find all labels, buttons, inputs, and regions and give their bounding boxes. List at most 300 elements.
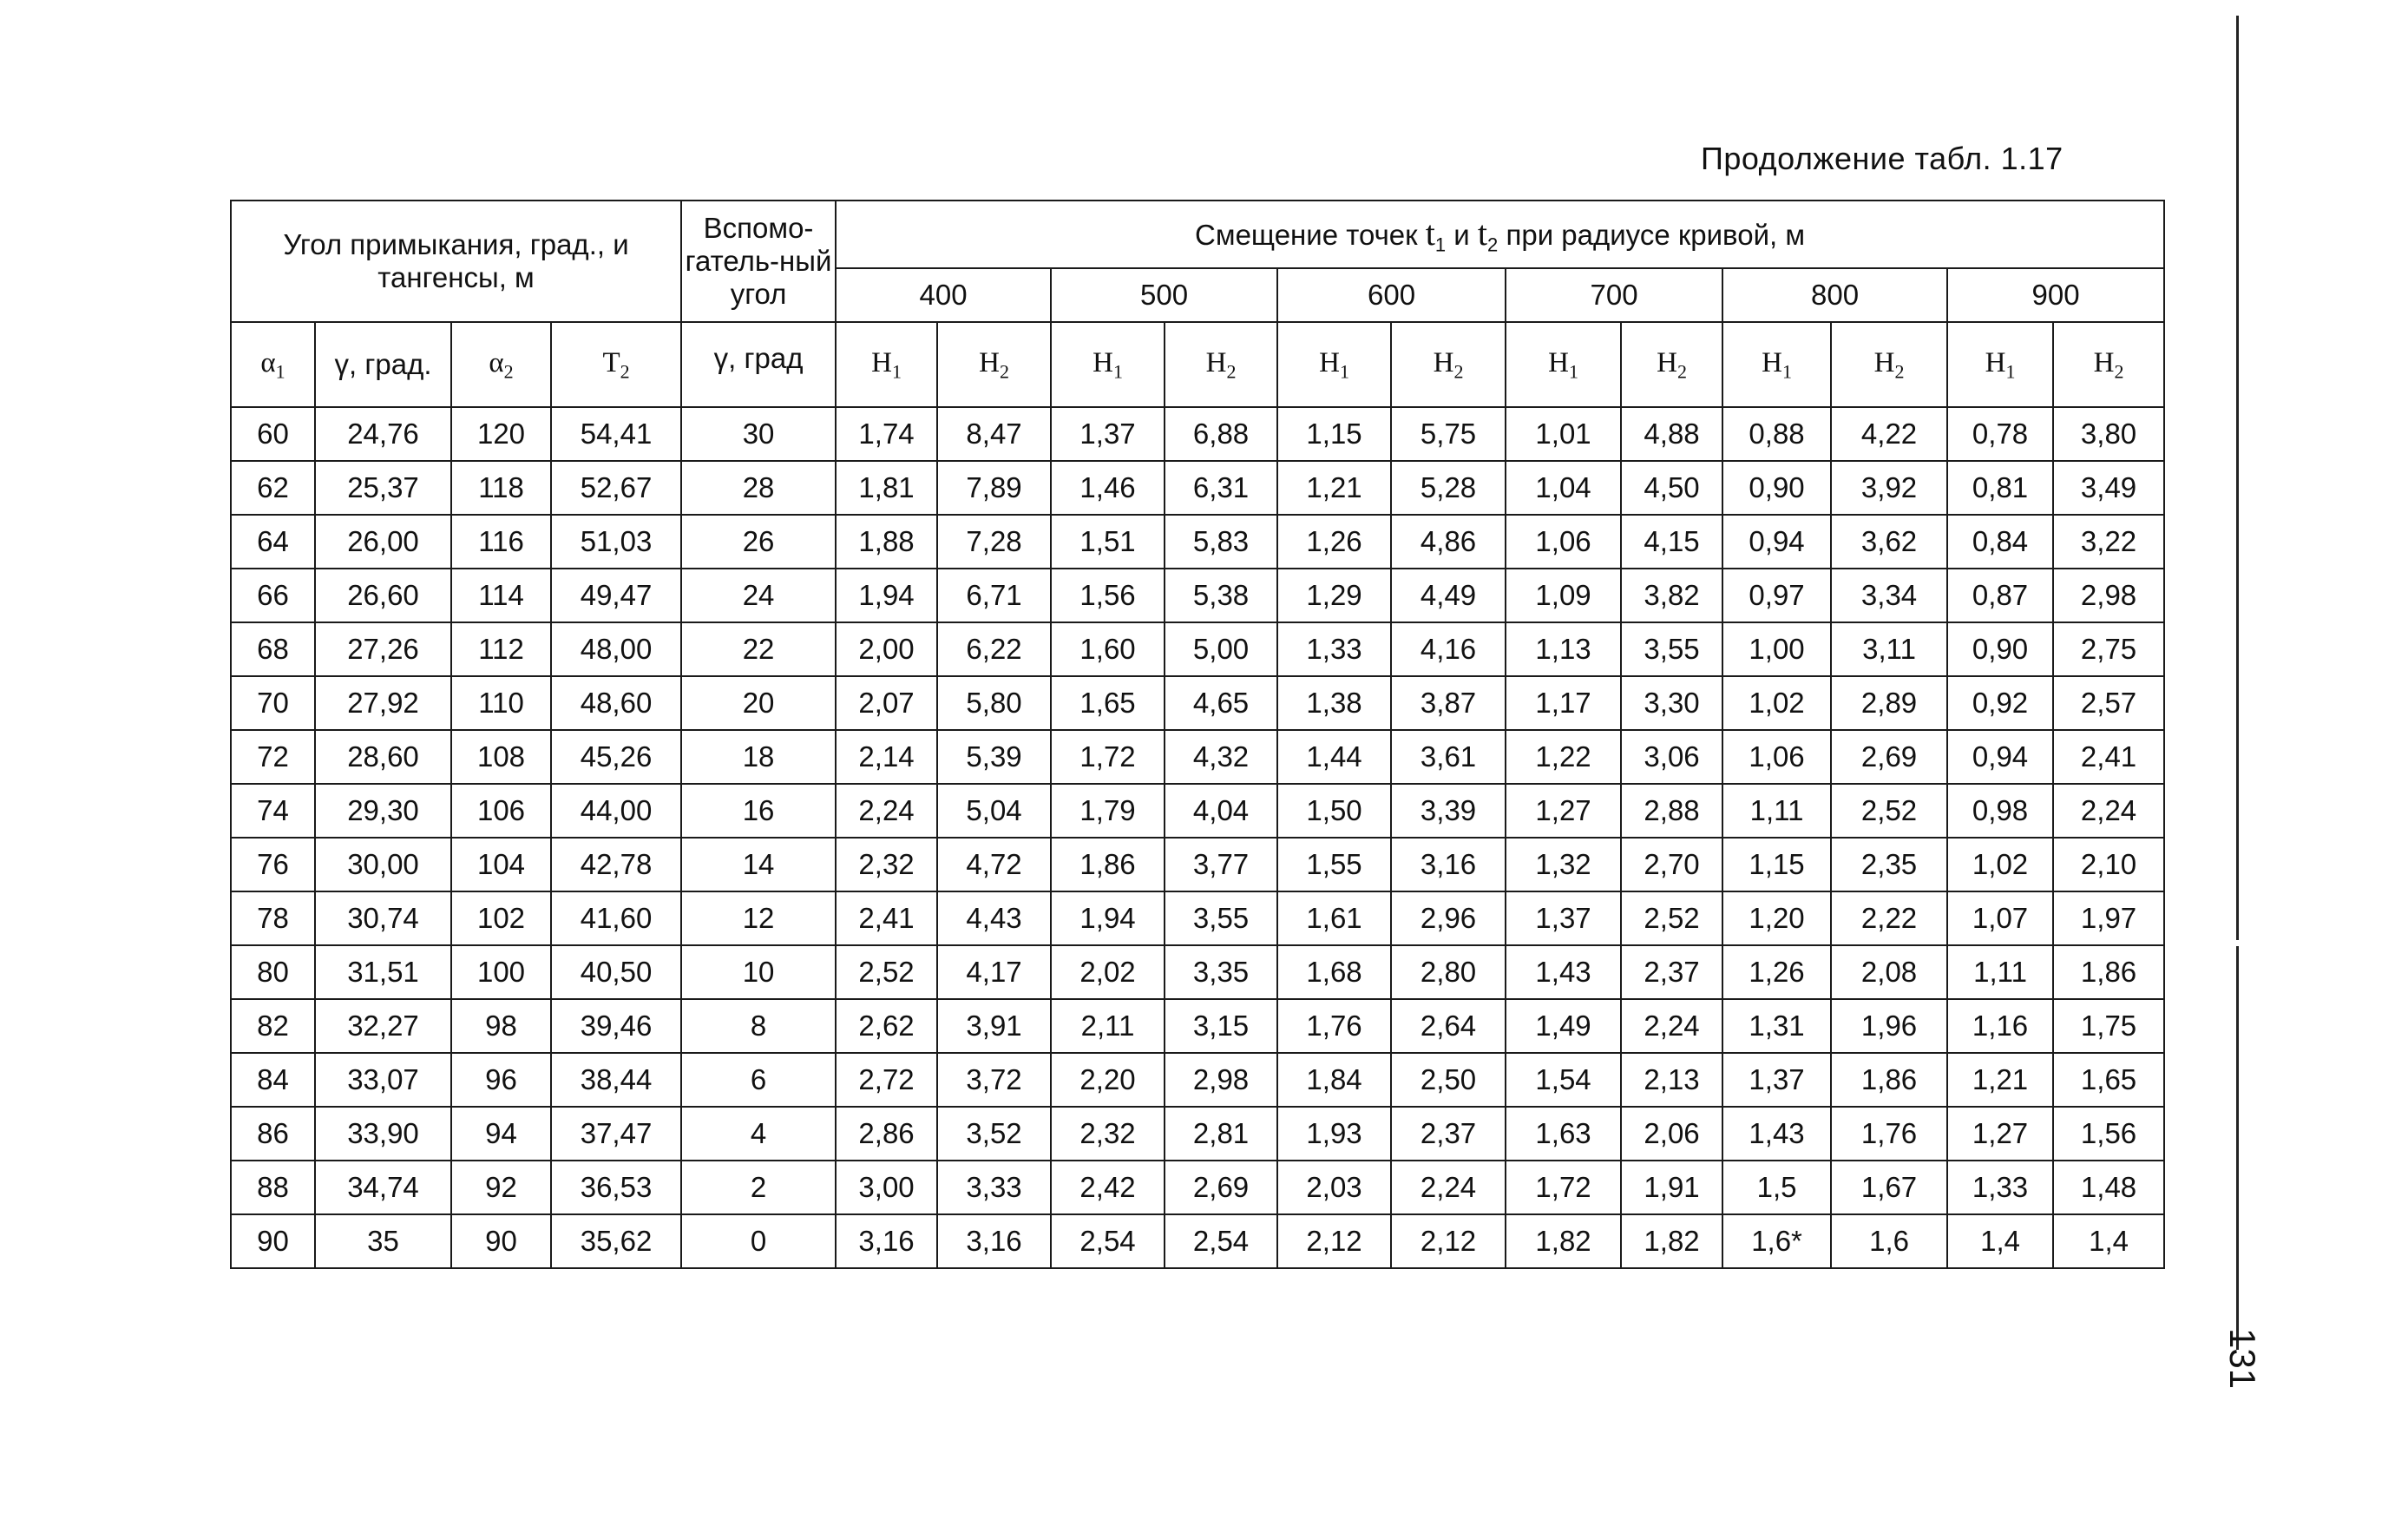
table-cell: 1,54 bbox=[1506, 1053, 1621, 1107]
table-cell: 2,52 bbox=[1831, 784, 1947, 838]
table-cell: 3,35 bbox=[1165, 945, 1277, 999]
table-cell: 74 bbox=[231, 784, 315, 838]
header-radius-400: 400 bbox=[836, 268, 1051, 322]
table-cell: 1,96 bbox=[1831, 999, 1947, 1053]
table-cell: 2,72 bbox=[836, 1053, 937, 1107]
table-cell: 18 bbox=[681, 730, 836, 784]
table-cell: 1,33 bbox=[1947, 1161, 2053, 1214]
table-cell: 1,06 bbox=[1506, 515, 1621, 569]
table-cell: 3,30 bbox=[1621, 676, 1722, 730]
table-cell: 1,11 bbox=[1722, 784, 1831, 838]
table-cell: 5,39 bbox=[937, 730, 1051, 784]
table-cell: 36,53 bbox=[551, 1161, 681, 1214]
table-cell: 2,11 bbox=[1051, 999, 1165, 1053]
page-number: 131 bbox=[2222, 1328, 2263, 1390]
table-cell: 78 bbox=[231, 891, 315, 945]
table-cell: 106 bbox=[451, 784, 551, 838]
table-cell: 39,46 bbox=[551, 999, 681, 1053]
table-row bbox=[231, 676, 2164, 730]
table-cell: 4,43 bbox=[937, 891, 1051, 945]
table-row bbox=[231, 784, 2164, 838]
table-cell: 2,69 bbox=[1165, 1161, 1277, 1214]
table-body bbox=[231, 407, 2164, 1268]
header-h1-400: $H_1$ bbox=[836, 322, 937, 407]
table-cell: 1,20 bbox=[1722, 891, 1831, 945]
header-alpha1: $\alpha_1$ bbox=[231, 322, 315, 407]
table-cell: 41,60 bbox=[551, 891, 681, 945]
table-cell: 2,41 bbox=[836, 891, 937, 945]
table-cell: 4,65 bbox=[1165, 676, 1277, 730]
table-cell: 37,47 bbox=[551, 1107, 681, 1161]
table-cell: 1,81 bbox=[836, 461, 937, 515]
table-cell: 44,00 bbox=[551, 784, 681, 838]
table-cell: 1,72 bbox=[1506, 1161, 1621, 1214]
table-cell: 5,28 bbox=[1391, 461, 1506, 515]
header-aux-unit: γ, град bbox=[681, 322, 836, 407]
table-cell: 1,86 bbox=[2053, 945, 2164, 999]
table-cell: 26 bbox=[681, 515, 836, 569]
table-cell: 62 bbox=[231, 461, 315, 515]
table-cell: 1,37 bbox=[1722, 1053, 1831, 1107]
header-h1-600: $H_1$ bbox=[1277, 322, 1391, 407]
table-cell: 2,22 bbox=[1831, 891, 1947, 945]
table-cell: 1,67 bbox=[1831, 1161, 1947, 1214]
table-cell: 24,76 bbox=[315, 407, 451, 461]
table-cell: 2,69 bbox=[1831, 730, 1947, 784]
table-cell: 28,60 bbox=[315, 730, 451, 784]
table-cell: 70 bbox=[231, 676, 315, 730]
table-cell: 2,89 bbox=[1831, 676, 1947, 730]
table-cell: 12 bbox=[681, 891, 836, 945]
table-cell: 0,78 bbox=[1947, 407, 2053, 461]
table-cell: 4,22 bbox=[1831, 407, 1947, 461]
table-cell: 2,80 bbox=[1391, 945, 1506, 999]
table-row bbox=[231, 891, 2164, 945]
table-cell: 1,04 bbox=[1506, 461, 1621, 515]
table-cell: 1,6 bbox=[1831, 1214, 1947, 1268]
table-cell: 6 bbox=[681, 1053, 836, 1107]
table-cell: 2,64 bbox=[1391, 999, 1506, 1053]
table-cell: 1,43 bbox=[1506, 945, 1621, 999]
table-cell: 1,15 bbox=[1722, 838, 1831, 891]
table-row bbox=[231, 407, 2164, 461]
table-cell: 2,81 bbox=[1165, 1107, 1277, 1161]
header-h2-600: $H_2$ bbox=[1391, 322, 1506, 407]
table-cell: 1,97 bbox=[2053, 891, 2164, 945]
table-cell: 29,30 bbox=[315, 784, 451, 838]
table-cell: 2,54 bbox=[1051, 1214, 1165, 1268]
table-cell: 1,50 bbox=[1277, 784, 1391, 838]
table-cell: 1,4 bbox=[1947, 1214, 2053, 1268]
table-cell: 1,6* bbox=[1722, 1214, 1831, 1268]
table-cell: 3,39 bbox=[1391, 784, 1506, 838]
table-cell: 2,02 bbox=[1051, 945, 1165, 999]
table-cell: 5,38 bbox=[1165, 569, 1277, 622]
table-cell: 1,32 bbox=[1506, 838, 1621, 891]
table-cell: 0 bbox=[681, 1214, 836, 1268]
table-cell: 2,88 bbox=[1621, 784, 1722, 838]
table-row bbox=[231, 515, 2164, 569]
table-cell: 3,22 bbox=[2053, 515, 2164, 569]
table-cell: 22 bbox=[681, 622, 836, 676]
table-cell: 80 bbox=[231, 945, 315, 999]
table-cell: 1,55 bbox=[1277, 838, 1391, 891]
table-cell: 2,12 bbox=[1391, 1214, 1506, 1268]
table-cell: 40,50 bbox=[551, 945, 681, 999]
table-cell: 2,86 bbox=[836, 1107, 937, 1161]
table-cell: 3,52 bbox=[937, 1107, 1051, 1161]
table-cell: 2,54 bbox=[1165, 1214, 1277, 1268]
offset-table bbox=[230, 200, 2165, 1269]
table-cell: 1,93 bbox=[1277, 1107, 1391, 1161]
table-cell: 1,02 bbox=[1947, 838, 2053, 891]
table-cell: 2,41 bbox=[2053, 730, 2164, 784]
table-cell: 8,47 bbox=[937, 407, 1051, 461]
table-cell: 1,94 bbox=[836, 569, 937, 622]
table-cell: 1,02 bbox=[1722, 676, 1831, 730]
table-cell: 1,09 bbox=[1506, 569, 1621, 622]
table-cell: 2,50 bbox=[1391, 1053, 1506, 1107]
margin-rule-top bbox=[2236, 16, 2239, 940]
header-h2-900: $H_2$ bbox=[2053, 322, 2164, 407]
header-h1-900: $H_1$ bbox=[1947, 322, 2053, 407]
table-cell: 8 bbox=[681, 999, 836, 1053]
table-cell: 33,07 bbox=[315, 1053, 451, 1107]
table-cell: 2,08 bbox=[1831, 945, 1947, 999]
table-cell: 1,82 bbox=[1621, 1214, 1722, 1268]
table-cell: 2,10 bbox=[2053, 838, 2164, 891]
table-cell: 1,31 bbox=[1722, 999, 1831, 1053]
table-cell: 30,74 bbox=[315, 891, 451, 945]
table-cell: 7,28 bbox=[937, 515, 1051, 569]
table-cell: 30 bbox=[681, 407, 836, 461]
header-h2-500: $H_2$ bbox=[1165, 322, 1277, 407]
table-cell: 3,62 bbox=[1831, 515, 1947, 569]
table-cell: 1,01 bbox=[1506, 407, 1621, 461]
table-cell: 1,21 bbox=[1277, 461, 1391, 515]
table-cell: 104 bbox=[451, 838, 551, 891]
table-cell: 4,50 bbox=[1621, 461, 1722, 515]
table-cell: 4,16 bbox=[1391, 622, 1506, 676]
table-cell: 3,11 bbox=[1831, 622, 1947, 676]
table-cell: 86 bbox=[231, 1107, 315, 1161]
table-cell: 1,56 bbox=[1051, 569, 1165, 622]
table-cell: 34,74 bbox=[315, 1161, 451, 1214]
table-cell: 3,55 bbox=[1621, 622, 1722, 676]
table-cell: 1,91 bbox=[1621, 1161, 1722, 1214]
header-radius-800: 800 bbox=[1722, 268, 1947, 322]
table-cell: 26,60 bbox=[315, 569, 451, 622]
table-row bbox=[231, 1161, 2164, 1214]
table-cell: 3,49 bbox=[2053, 461, 2164, 515]
table-cell: 2,52 bbox=[836, 945, 937, 999]
table-cell: 2,98 bbox=[2053, 569, 2164, 622]
table-cell: 0,81 bbox=[1947, 461, 2053, 515]
table-cell: 1,27 bbox=[1947, 1107, 2053, 1161]
table-cell: 28 bbox=[681, 461, 836, 515]
table-cell: 24 bbox=[681, 569, 836, 622]
table-cell: 1,16 bbox=[1947, 999, 2053, 1053]
table-cell: 2,42 bbox=[1051, 1161, 1165, 1214]
table-cell: 10 bbox=[681, 945, 836, 999]
table-cell: 120 bbox=[451, 407, 551, 461]
table-cell: 98 bbox=[451, 999, 551, 1053]
table-cell: 5,00 bbox=[1165, 622, 1277, 676]
table-cell: 6,88 bbox=[1165, 407, 1277, 461]
table-cell: 0,98 bbox=[1947, 784, 2053, 838]
table-cell: 1,75 bbox=[2053, 999, 2164, 1053]
table-row bbox=[231, 1107, 2164, 1161]
table-cell: 1,07 bbox=[1947, 891, 2053, 945]
table-cell: 1,4 bbox=[2053, 1214, 2164, 1268]
table-cell: 4,04 bbox=[1165, 784, 1277, 838]
table-cell: 2,75 bbox=[2053, 622, 2164, 676]
table-cell: 2,32 bbox=[1051, 1107, 1165, 1161]
table-cell: 82 bbox=[231, 999, 315, 1053]
header-radius-500: 500 bbox=[1051, 268, 1277, 322]
table-cell: 1,22 bbox=[1506, 730, 1621, 784]
table-cell: 0,92 bbox=[1947, 676, 2053, 730]
table-cell: 3,82 bbox=[1621, 569, 1722, 622]
table-cell: 3,34 bbox=[1831, 569, 1947, 622]
table-cell: 54,41 bbox=[551, 407, 681, 461]
table-cell: 2,70 bbox=[1621, 838, 1722, 891]
table-cell: 38,44 bbox=[551, 1053, 681, 1107]
header-aux-angle: Вспомо-гатель-ный угол bbox=[681, 201, 836, 322]
table-cell: 48,00 bbox=[551, 622, 681, 676]
table-cell: 1,37 bbox=[1051, 407, 1165, 461]
table-cell: 1,06 bbox=[1722, 730, 1831, 784]
table-cell: 116 bbox=[451, 515, 551, 569]
table-cell: 1,00 bbox=[1722, 622, 1831, 676]
table-cell: 2,62 bbox=[836, 999, 937, 1053]
table-cell: 2,14 bbox=[836, 730, 937, 784]
table-cell: 4,15 bbox=[1621, 515, 1722, 569]
table-row bbox=[231, 622, 2164, 676]
table-cell: 3,33 bbox=[937, 1161, 1051, 1214]
header-h2-700: $H_2$ bbox=[1621, 322, 1722, 407]
table-cell: 72 bbox=[231, 730, 315, 784]
table-cell: 1,61 bbox=[1277, 891, 1391, 945]
table-cell: 0,84 bbox=[1947, 515, 2053, 569]
table-cell: 1,33 bbox=[1277, 622, 1391, 676]
table-cell: 4,72 bbox=[937, 838, 1051, 891]
table-cell: 1,38 bbox=[1277, 676, 1391, 730]
header-radius-900: 900 bbox=[1947, 268, 2164, 322]
table-cell: 2,37 bbox=[1621, 945, 1722, 999]
header-angle-group: Угол примыкания, град., и тангенсы, м bbox=[231, 201, 681, 322]
table-cell: 88 bbox=[231, 1161, 315, 1214]
table-row bbox=[231, 730, 2164, 784]
table-cell: 1,65 bbox=[2053, 1053, 2164, 1107]
table-cell: 0,87 bbox=[1947, 569, 2053, 622]
table-cell: 2,98 bbox=[1165, 1053, 1277, 1107]
table-cell: 1,60 bbox=[1051, 622, 1165, 676]
table-cell: 35 bbox=[315, 1214, 451, 1268]
table-cell: 1,26 bbox=[1722, 945, 1831, 999]
margin-rule-bottom bbox=[2236, 946, 2239, 1350]
table-cell: 4,86 bbox=[1391, 515, 1506, 569]
table-cell: 1,94 bbox=[1051, 891, 1165, 945]
table-cell: 30,00 bbox=[315, 838, 451, 891]
table-cell: 2,12 bbox=[1277, 1214, 1391, 1268]
table-cell: 2,13 bbox=[1621, 1053, 1722, 1107]
table-cell: 1,82 bbox=[1506, 1214, 1621, 1268]
table-cell: 1,86 bbox=[1831, 1053, 1947, 1107]
table-cell: 4,32 bbox=[1165, 730, 1277, 784]
table-cell: 3,61 bbox=[1391, 730, 1506, 784]
table-cell: 76 bbox=[231, 838, 315, 891]
table-cell: 1,21 bbox=[1947, 1053, 2053, 1107]
table-cell: 68 bbox=[231, 622, 315, 676]
table-cell: 2 bbox=[681, 1161, 836, 1214]
table-cell: 2,24 bbox=[836, 784, 937, 838]
table-cell: 1,79 bbox=[1051, 784, 1165, 838]
table-cell: 3,16 bbox=[1391, 838, 1506, 891]
table-cell: 6,31 bbox=[1165, 461, 1277, 515]
table-cell: 0,94 bbox=[1947, 730, 2053, 784]
table-cell: 102 bbox=[451, 891, 551, 945]
header-offset-title: Смещение точек $t_1$ и $t_2$ при радиусе кривой, м bbox=[836, 201, 2164, 268]
table-cell: 0,90 bbox=[1947, 622, 2053, 676]
table-cell: 1,86 bbox=[1051, 838, 1165, 891]
table-row bbox=[231, 999, 2164, 1053]
table-cell: 3,72 bbox=[937, 1053, 1051, 1107]
table-cell: 1,74 bbox=[836, 407, 937, 461]
table-cell: 27,92 bbox=[315, 676, 451, 730]
table-cell: 1,65 bbox=[1051, 676, 1165, 730]
header-gamma: γ, град. bbox=[315, 322, 451, 407]
table-cell: 0,94 bbox=[1722, 515, 1831, 569]
table-cell: 4,49 bbox=[1391, 569, 1506, 622]
table-cell: 5,04 bbox=[937, 784, 1051, 838]
table-cell: 1,26 bbox=[1277, 515, 1391, 569]
table-cell: 2,57 bbox=[2053, 676, 2164, 730]
header-radius-600: 600 bbox=[1277, 268, 1506, 322]
table-cell: 3,55 bbox=[1165, 891, 1277, 945]
table-cell: 3,91 bbox=[937, 999, 1051, 1053]
table-cell: 90 bbox=[451, 1214, 551, 1268]
table-cell: 32,27 bbox=[315, 999, 451, 1053]
table-cell: 49,47 bbox=[551, 569, 681, 622]
table-cell: 4,88 bbox=[1621, 407, 1722, 461]
table-cell: 4,17 bbox=[937, 945, 1051, 999]
table-cell: 45,26 bbox=[551, 730, 681, 784]
table-cell: 2,37 bbox=[1391, 1107, 1506, 1161]
table-cell: 1,48 bbox=[2053, 1161, 2164, 1214]
table-cell: 112 bbox=[451, 622, 551, 676]
table-cell: 1,76 bbox=[1277, 999, 1391, 1053]
table-cell: 1,11 bbox=[1947, 945, 2053, 999]
table-cell: 1,63 bbox=[1506, 1107, 1621, 1161]
table-cell: 35,62 bbox=[551, 1214, 681, 1268]
table-cell: 26,00 bbox=[315, 515, 451, 569]
table-cell: 2,52 bbox=[1621, 891, 1722, 945]
header-h2-800: $H_2$ bbox=[1831, 322, 1947, 407]
table-row bbox=[231, 838, 2164, 891]
table-cell: 20 bbox=[681, 676, 836, 730]
table-cell: 3,80 bbox=[2053, 407, 2164, 461]
table-cell: 27,26 bbox=[315, 622, 451, 676]
table-cell: 3,15 bbox=[1165, 999, 1277, 1053]
header-h1-800: $H_1$ bbox=[1722, 322, 1831, 407]
table-cell: 1,27 bbox=[1506, 784, 1621, 838]
table-cell: 90 bbox=[231, 1214, 315, 1268]
table-row bbox=[231, 945, 2164, 999]
table-cell: 0,90 bbox=[1722, 461, 1831, 515]
table-cell: 1,46 bbox=[1051, 461, 1165, 515]
table-cell: 2,96 bbox=[1391, 891, 1506, 945]
table-cell: 52,67 bbox=[551, 461, 681, 515]
table-cell: 2,06 bbox=[1621, 1107, 1722, 1161]
table-row bbox=[231, 569, 2164, 622]
table-cell: 92 bbox=[451, 1161, 551, 1214]
table-cell: 31,51 bbox=[315, 945, 451, 999]
header-h1-700: $H_1$ bbox=[1506, 322, 1621, 407]
table-cell: 1,76 bbox=[1831, 1107, 1947, 1161]
table-cell: 2,24 bbox=[2053, 784, 2164, 838]
header-radius-700: 700 bbox=[1506, 268, 1722, 322]
table-cell: 33,90 bbox=[315, 1107, 451, 1161]
table-cell: 2,07 bbox=[836, 676, 937, 730]
table-cell: 6,71 bbox=[937, 569, 1051, 622]
table-cell: 60 bbox=[231, 407, 315, 461]
table-cell: 51,03 bbox=[551, 515, 681, 569]
table-cell: 2,00 bbox=[836, 622, 937, 676]
table-cell: 1,88 bbox=[836, 515, 937, 569]
table-cell: 1,56 bbox=[2053, 1107, 2164, 1161]
table-cell: 1,17 bbox=[1506, 676, 1621, 730]
table-cell: 42,78 bbox=[551, 838, 681, 891]
table-cell: 1,5 bbox=[1722, 1161, 1831, 1214]
table-cell: 16 bbox=[681, 784, 836, 838]
table-caption: Продолжение табл. 1.17 bbox=[1701, 141, 2064, 176]
table-cell: 114 bbox=[451, 569, 551, 622]
table-cell: 1,29 bbox=[1277, 569, 1391, 622]
table-cell: 100 bbox=[451, 945, 551, 999]
table-cell: 48,60 bbox=[551, 676, 681, 730]
table-cell: 5,75 bbox=[1391, 407, 1506, 461]
header-h1-500: $H_1$ bbox=[1051, 322, 1165, 407]
table-cell: 3,16 bbox=[836, 1214, 937, 1268]
table-cell: 0,97 bbox=[1722, 569, 1831, 622]
table-cell: 3,87 bbox=[1391, 676, 1506, 730]
table-cell: 2,03 bbox=[1277, 1161, 1391, 1214]
table-cell: 3,00 bbox=[836, 1161, 937, 1214]
table-cell: 96 bbox=[451, 1053, 551, 1107]
table-cell: 64 bbox=[231, 515, 315, 569]
table-cell: 108 bbox=[451, 730, 551, 784]
table-cell: 25,37 bbox=[315, 461, 451, 515]
table-cell: 2,24 bbox=[1391, 1161, 1506, 1214]
table-cell: 0,88 bbox=[1722, 407, 1831, 461]
table-cell: 1,43 bbox=[1722, 1107, 1831, 1161]
table-cell: 3,06 bbox=[1621, 730, 1722, 784]
table-cell: 3,16 bbox=[937, 1214, 1051, 1268]
table-cell: 118 bbox=[451, 461, 551, 515]
table-cell: 1,37 bbox=[1506, 891, 1621, 945]
table-cell: 14 bbox=[681, 838, 836, 891]
table-row bbox=[231, 1214, 2164, 1268]
table-cell: 1,44 bbox=[1277, 730, 1391, 784]
table-cell: 1,84 bbox=[1277, 1053, 1391, 1107]
table-cell: 1,68 bbox=[1277, 945, 1391, 999]
table-cell: 110 bbox=[451, 676, 551, 730]
table-cell: 3,77 bbox=[1165, 838, 1277, 891]
table-cell: 6,22 bbox=[937, 622, 1051, 676]
table-cell: 1,49 bbox=[1506, 999, 1621, 1053]
table-cell: 2,32 bbox=[836, 838, 937, 891]
